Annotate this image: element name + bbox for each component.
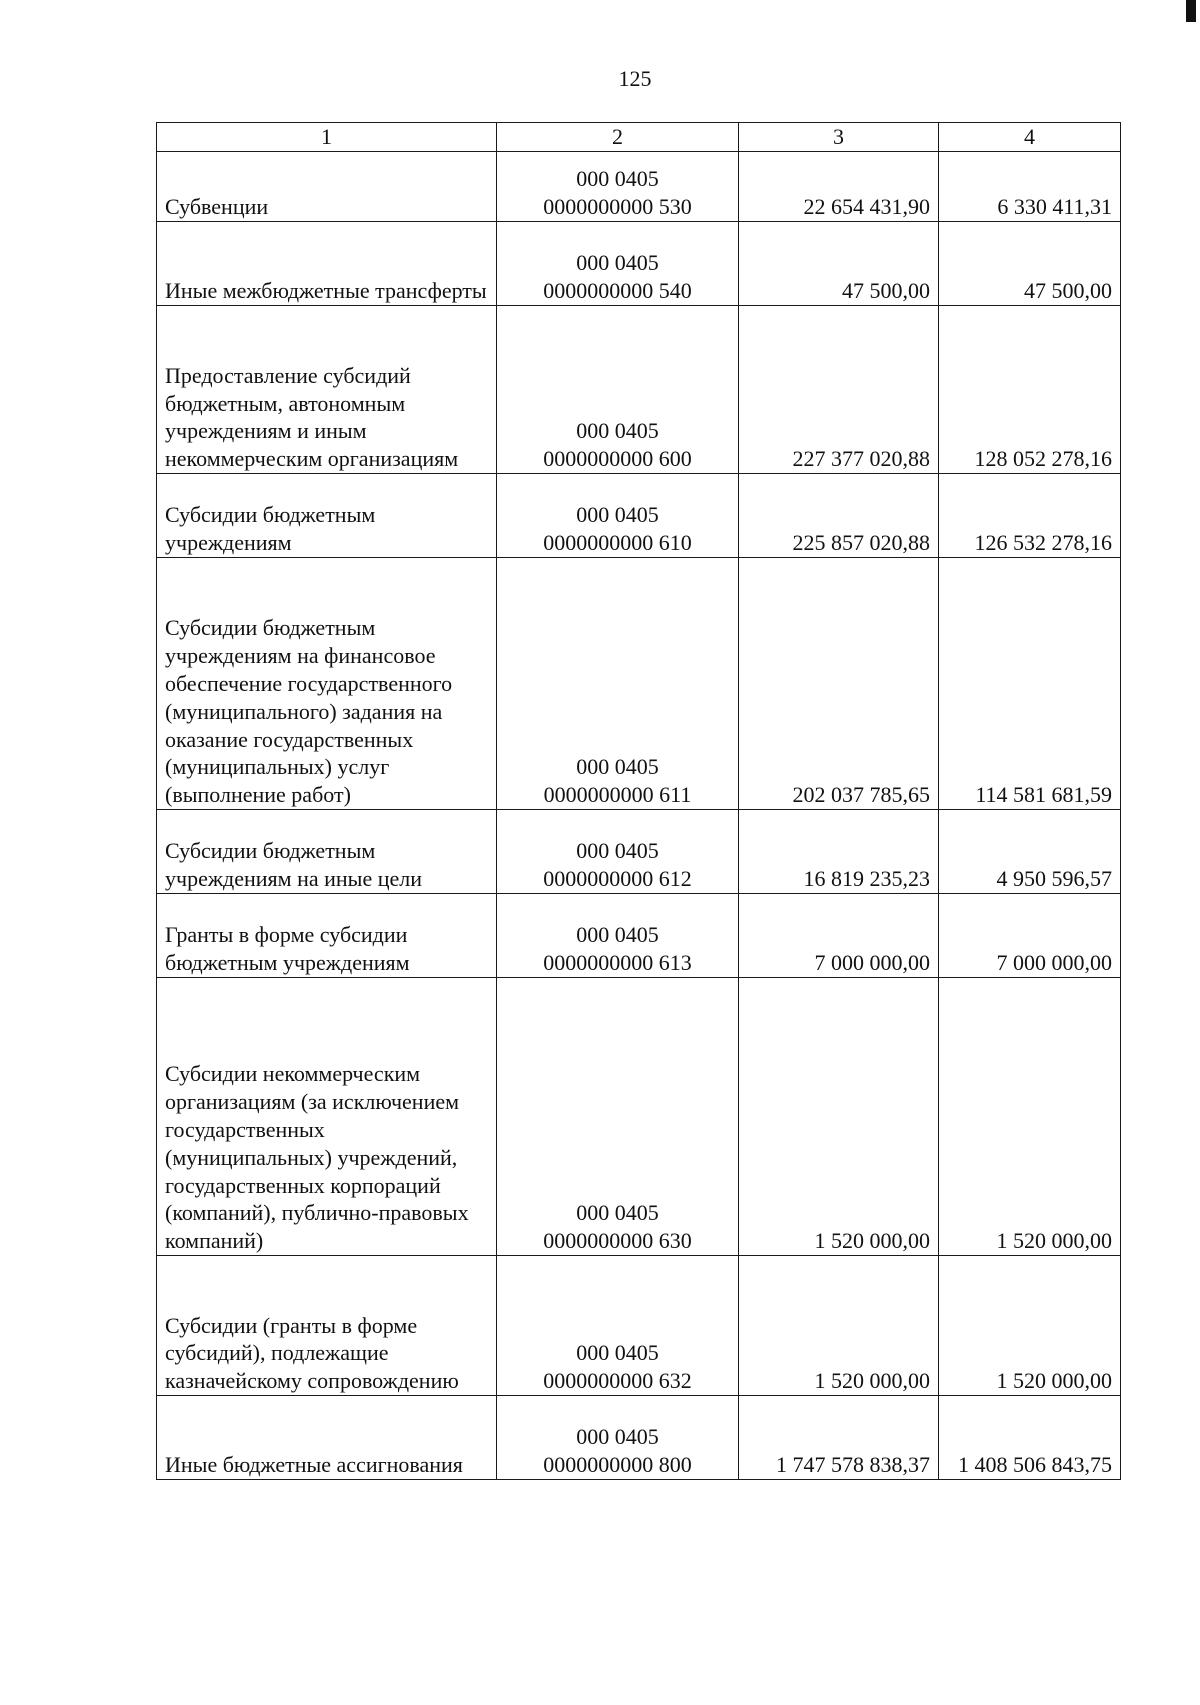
code-line-1: 000 0405 — [576, 1340, 659, 1366]
column-header-4: 4 — [939, 123, 1121, 152]
row-amount-col3: 7 000 000,00 — [739, 894, 939, 978]
row-code — [497, 978, 739, 1256]
row-code — [497, 222, 739, 306]
row-name: Предоставление субсидий бюджетным, автономным учреждениям и иным некоммерческим организациям — [157, 306, 497, 474]
code-line-1: 000 0405 — [576, 502, 659, 528]
code-line-2: 0000000000 610 — [543, 530, 692, 556]
table-row — [157, 1256, 1121, 1396]
code-line-2: 0000000000 540 — [543, 278, 692, 304]
row-amount-col4: 4 950 596,57 — [939, 810, 1121, 894]
row-code — [497, 306, 739, 474]
code-line-1: 000 0405 — [576, 838, 659, 864]
row-name: Субсидии бюджетным учреждениям на финансовое обеспечение государственного (муниципального) задания на оказание государственных (муниципальных) услуг (выполнение работ) — [157, 558, 497, 810]
row-amount-col4: 47 500,00 — [939, 222, 1121, 306]
row-name: Субсидии бюджетным учреждениям — [157, 474, 497, 558]
row-amount-col4: 6 330 411,31 — [939, 152, 1121, 222]
row-code — [497, 152, 739, 222]
page-number: 125 — [618, 66, 652, 91]
row-name: Иные межбюджетные трансферты — [157, 222, 497, 306]
row-code — [497, 894, 739, 978]
row-amount-col4: 126 532 278,16 — [939, 474, 1121, 558]
code-line-1: 000 0405 — [576, 754, 659, 780]
code-line-2: 0000000000 612 — [543, 866, 692, 892]
row-amount-col3: 1 520 000,00 — [739, 978, 939, 1256]
row-amount-col3: 16 819 235,23 — [739, 810, 939, 894]
column-header-3: 3 — [739, 123, 939, 152]
scan-edge-mark — [1186, 0, 1196, 22]
row-name: Гранты в форме субсидии бюджетным учреждениям — [157, 894, 497, 978]
code-line-2: 0000000000 613 — [543, 950, 692, 976]
budget-table — [156, 122, 1121, 1480]
row-amount-col4: 7 000 000,00 — [939, 894, 1121, 978]
table-row — [157, 152, 1121, 222]
row-code — [497, 1256, 739, 1396]
table-row — [157, 474, 1121, 558]
row-amount-col4: 128 052 278,16 — [939, 306, 1121, 474]
row-code — [497, 1396, 739, 1480]
row-name: Субсидии (гранты в форме субсидий), подлежащие казначейскому сопровождению — [157, 1256, 497, 1396]
table-row — [157, 222, 1121, 306]
code-line-2: 0000000000 600 — [543, 446, 692, 472]
row-amount-col3: 227 377 020,88 — [739, 306, 939, 474]
table-row — [157, 810, 1121, 894]
row-amount-col4: 1 408 506 843,75 — [939, 1396, 1121, 1480]
code-line-1: 000 0405 — [576, 1424, 659, 1450]
row-amount-col4: 1 520 000,00 — [939, 1256, 1121, 1396]
row-code — [497, 558, 739, 810]
code-line-1: 000 0405 — [576, 418, 659, 444]
row-amount-col3: 202 037 785,65 — [739, 558, 939, 810]
row-amount-col3: 47 500,00 — [739, 222, 939, 306]
code-line-2: 0000000000 630 — [543, 1228, 692, 1254]
row-amount-col3: 1 747 578 838,37 — [739, 1396, 939, 1480]
table-row — [157, 894, 1121, 978]
row-amount-col4: 114 581 681,59 — [939, 558, 1121, 810]
column-header-2: 2 — [497, 123, 739, 152]
row-name: Субсидии бюджетным учреждениям на иные цели — [157, 810, 497, 894]
code-line-2: 0000000000 632 — [543, 1368, 692, 1394]
code-line-2: 0000000000 611 — [543, 782, 692, 808]
row-code — [497, 474, 739, 558]
code-line-2: 0000000000 800 — [543, 1452, 692, 1478]
table-row — [157, 1396, 1121, 1480]
row-name: Иные бюджетные ассигнования — [157, 1396, 497, 1480]
code-line-1: 000 0405 — [576, 1200, 659, 1226]
row-amount-col3: 22 654 431,90 — [739, 152, 939, 222]
row-amount-col3: 225 857 020,88 — [739, 474, 939, 558]
code-line-1: 000 0405 — [576, 250, 659, 276]
table-row — [157, 558, 1121, 810]
row-code — [497, 810, 739, 894]
row-amount-col3: 1 520 000,00 — [739, 1256, 939, 1396]
table-row — [157, 978, 1121, 1256]
row-name: Субвенции — [157, 152, 497, 222]
table-row — [157, 306, 1121, 474]
code-line-1: 000 0405 — [576, 166, 659, 192]
header-row — [157, 123, 1121, 152]
column-header-1: 1 — [157, 123, 497, 152]
code-line-2: 0000000000 530 — [543, 194, 692, 220]
row-name: Субсидии некоммерческим организациям (за исключением государственных (муниципальных) учреждений, государственных корпораций (компаний), публично-правовых компаний) — [157, 978, 497, 1256]
code-line-1: 000 0405 — [576, 922, 659, 948]
row-amount-col4: 1 520 000,00 — [939, 978, 1121, 1256]
